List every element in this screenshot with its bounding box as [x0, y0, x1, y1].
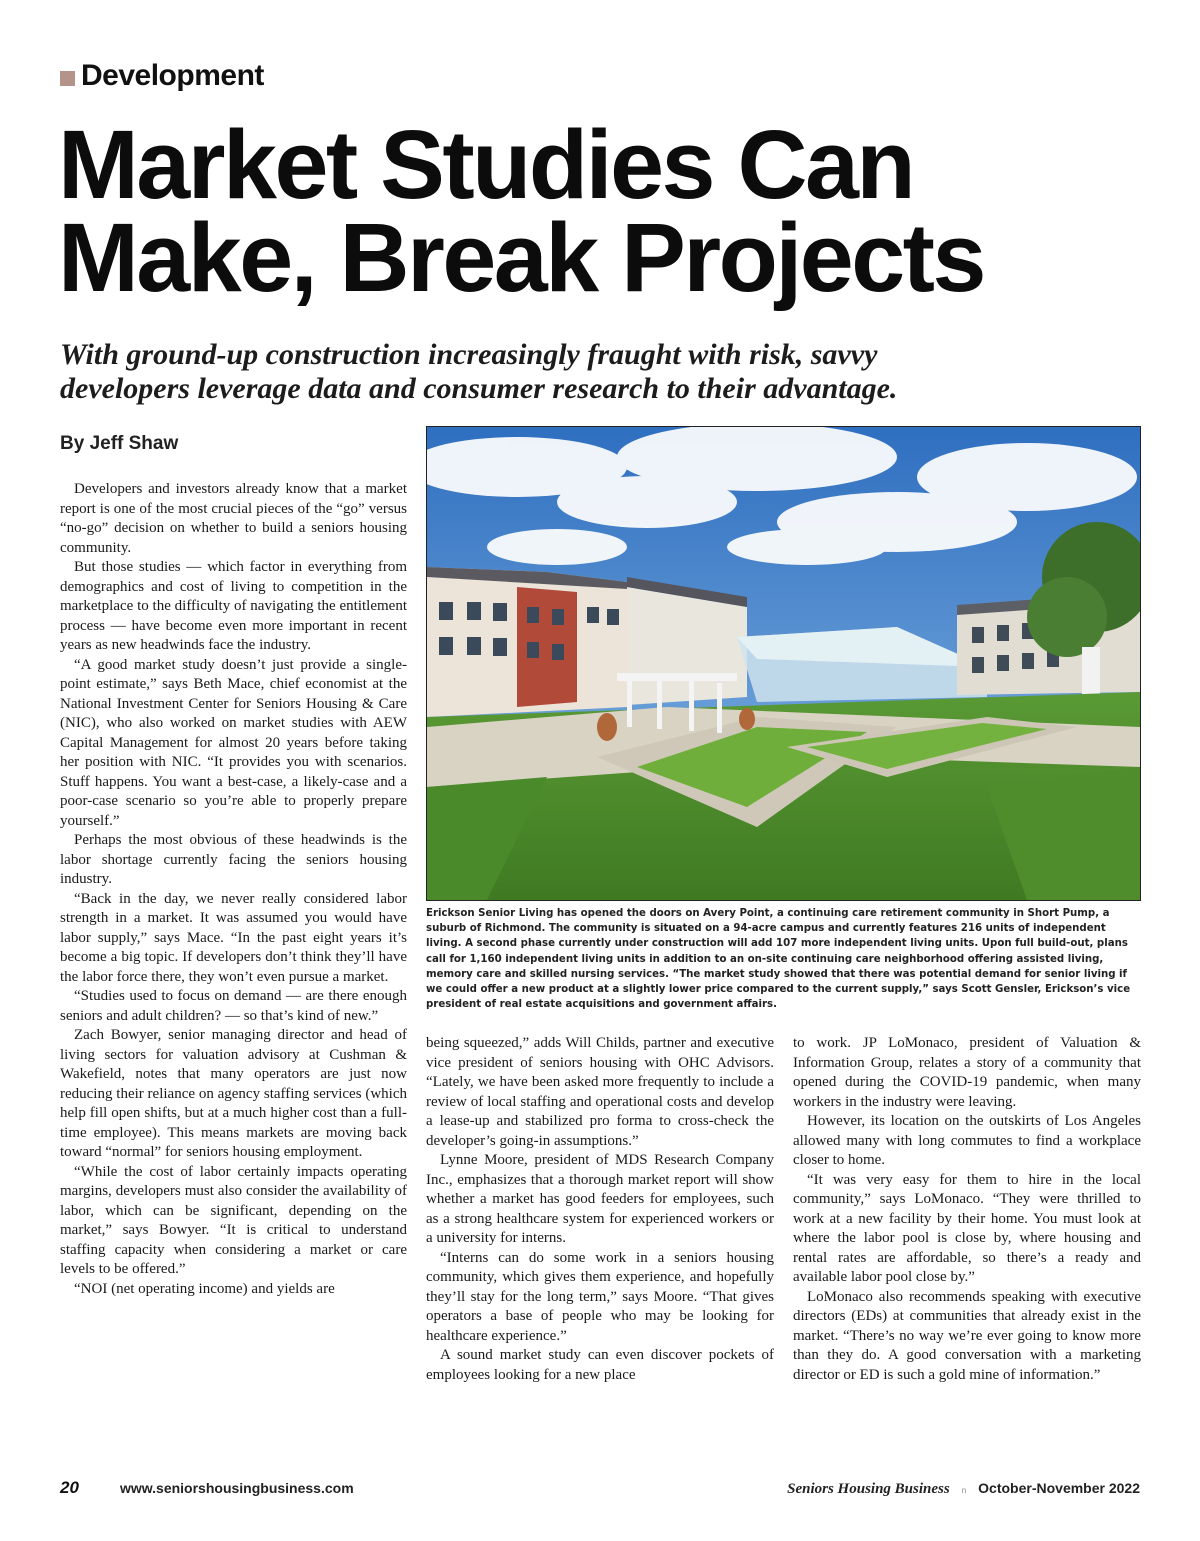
- footer-url: www.seniorshousingbusiness.com: [120, 1480, 354, 1496]
- photo-caption: Erickson Senior Living has opened the doors on Avery Point, a continuing care retirement community in Short Pump, a suburb of Richmond. The community is situated on a 94-acre campus and currently features 216 units of independent living. A second phase currently under construction will add 107 more independent living units. Upon full build-out, plans call for 1,160 independent living units in addition to an on-site continuing care neighborhood offering assisted living, memory care and skilled nursing services. “The market study showed that there was potential demand for senior living if we could offer a new product at a slightly lower price compared to the current supply,” says Scott Gensler, Erickson’s vice president of real estate acquisitions and government affairs.: [426, 908, 1131, 1011]
- paragraph: But those studies — which factor in everything from demographics and cost of living to competition in the marketplace to the difficulty of navigating the entitlement process — have become even more important in recent years as new headwinds face the industry.: [60, 559, 407, 653]
- headline: [58, 110, 1158, 312]
- headline-line-1: Market Studies Can: [58, 110, 914, 219]
- section-tag: [60, 56, 264, 96]
- paragraph: Zach Bowyer, senior managing director and head of living sectors for valuation advisory at Cushman & Wakefield, notes that many operators are just now reducing their reliance on agency staffing services (which help fill open shifts, but at a much higher cost than a full-time employee). This means markets are moving back toward “normal” for seniors housing employment.: [60, 1027, 407, 1160]
- paragraph: Lynne Moore, president of MDS Research Company Inc., emphasizes that a thorough market report will show whether a market has good feeders for employees, such as a strong healthcare system for experienced workers or a university for interns.: [426, 1152, 774, 1246]
- paragraph: “While the cost of labor certainly impacts operating margins, developers must also consider the availability of labor, which can be significant, depending on the market,” says Bowyer. “It is critical to understand staffing capacity when considering a market or care levels to be offered.”: [60, 1163, 407, 1277]
- paragraph: A sound market study can even discover pockets of employees looking for a new place: [426, 1347, 774, 1383]
- article-column-3: [793, 1034, 1141, 1385]
- footer-publication-info: [787, 1480, 1140, 1498]
- section-marker-icon: [60, 71, 75, 86]
- headline-line-2: Make, Break Projects: [58, 203, 984, 312]
- photo-of-senior-living-community-courtyard-icon: [427, 427, 1140, 900]
- paragraph: being squeezed,” adds Will Childs, partner and executive vice president of seniors housing with OHC Advisors. “Lately, we have been asked more frequently to include a review of local staffing and operational costs and develop a lease-up and stabilized pro forma to cross-check the developer’s going-in assumptions.”: [426, 1035, 774, 1149]
- deck-line-1: With ground-up construction increasingly fraught with risk, savvy: [60, 338, 878, 371]
- page-number: 20: [60, 1478, 79, 1497]
- deck: [60, 338, 1150, 406]
- section-label: Development: [81, 59, 264, 92]
- paragraph: Developers and investors already know that a market report is one of the most crucial pieces of the “go” versus “no-go” decision on whether to build a seniors housing community.: [60, 481, 407, 556]
- byline: By Jeff Shaw: [60, 433, 179, 454]
- deck-line-2: developers leverage data and consumer research to their advantage.: [60, 372, 898, 405]
- paragraph: “NOI (net operating income) and yields are: [74, 1280, 335, 1297]
- article-column-2: [426, 1034, 774, 1385]
- paragraph: “Back in the day, we never really considered labor strength in a market. It was assumed you would have labor supply,” says Mace. “In the past eight years it’s become a big topic. If developers don’t think they’ll have the labor force there, they won’t even pursue a market.: [60, 890, 407, 985]
- paragraph: Perhaps the most obvious of these headwinds is the labor shortage currently facing the seniors housing industry.: [60, 832, 407, 887]
- issue-date: October-November 2022: [978, 1480, 1140, 1496]
- publication-name: Seniors Housing Business: [787, 1481, 950, 1497]
- paragraph: “Interns can do some work in a seniors housing community, which gives them experience, and hopefully they’ll stay for the long term,” says Moore. “That gives operators a base of people who may be looking for healthcare experience.”: [426, 1249, 774, 1344]
- paragraph: “It was very easy for them to hire in the local community,” says LoMonaco. “They were thrilled to work at a new facility by their home. You must look at where the labor pool is close by, where housing and rental rates are affordable, so there’s a ready and available labor pool close by.”: [793, 1171, 1141, 1285]
- paragraph: “Studies used to focus on demand — are there enough seniors and adult children? — so that’s kind of new.”: [60, 988, 407, 1024]
- article-column-1: [60, 480, 407, 1299]
- paragraph: “A good market study doesn’t just provide a single-point estimate,” says Beth Mace, chief economist at the National Investment Center for Seniors Housing & Care (NIC), who also worked on market studies with AEW Capital Management for almost 20 years before taking her position with NIC. “It provides you with scenarios. Stuff happens. You want a best-case, a likely-case and a poor-case scenario so you’re able to properly prepare yourself.”: [60, 656, 407, 829]
- paragraph: to work. JP LoMonaco, president of Valuation & Information Group, relates a story of a community that opened during the COVID-19 pandemic, when many workers in the industry were leaving.: [793, 1035, 1141, 1110]
- paragraph: LoMonaco also recommends speaking with executive directors (EDs) at communities that already exist in the market. “There’s no way we’re ever going to know more than they do. A good conversation with a marketing director or ED is such a gold mine of information.”: [793, 1288, 1141, 1383]
- paragraph: However, its location on the outskirts of Los Angeles allowed many with long commutes to find a workplace closer to home.: [793, 1113, 1141, 1168]
- article-photo: [426, 426, 1141, 901]
- footer-separator: n: [961, 1486, 967, 1495]
